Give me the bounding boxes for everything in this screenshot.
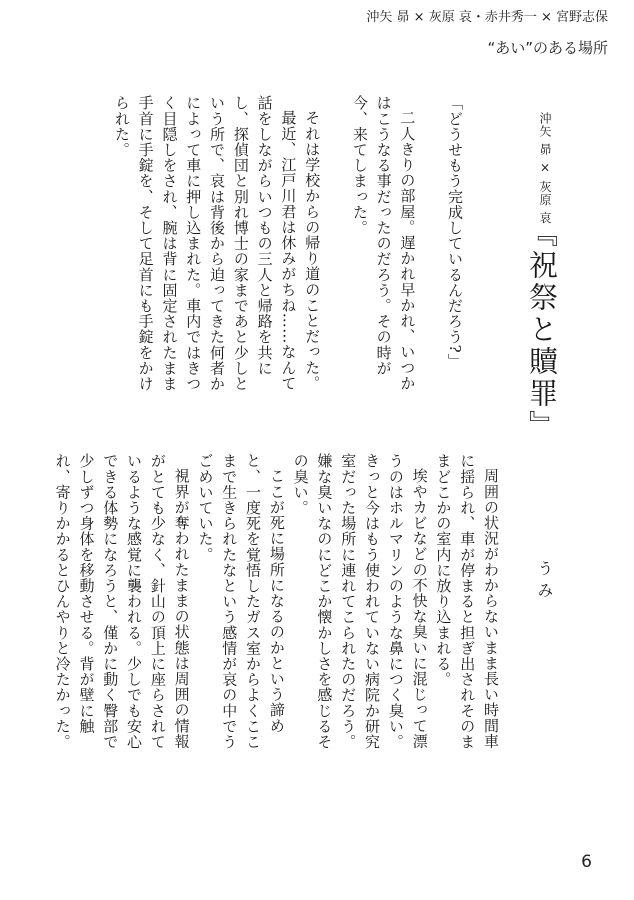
opening-quote: 「どうせもう完成しているんだろう?」 <box>446 95 464 369</box>
blank-line <box>323 95 347 405</box>
story-author: うみ <box>535 560 554 604</box>
blank-line <box>418 95 442 405</box>
paragraph: 周囲の状況がわからないまま長い時間車に揺られ、車が停まると担ぎ出されそのままどこかの室内に放り込まれる。 <box>434 453 500 750</box>
upper-text-block <box>109 95 466 405</box>
header-authors: 沖矢 昴 × 灰原 哀・赤井秀一 × 宮野志保 <box>366 10 608 25</box>
paragraph: 埃やカビなどの不快な臭いに混じって漂うのはホルマリンのような鼻につく臭い。きっと今はもう使われていない病院か研究室だった場所に連れてこられたのだろう。嫌な臭いなのにどこか懐かしさを感じるその臭い。 <box>291 453 429 750</box>
header-book-title: “あい”のある場所 <box>487 39 608 57</box>
page-number: 6 <box>581 852 592 872</box>
paragraph: ここが死に場所になるのかという諦めと、一度死を覚悟したガス室からよくここまで生きられたなという感情が哀の中でうごめいていた。 <box>196 453 286 750</box>
paragraph: それは学校からの帰り道のことだった。 <box>303 110 322 391</box>
story-pairing: 沖矢 昴 × 灰原 哀 <box>538 112 552 225</box>
story-title: 『祝祭と贖罪』 <box>525 218 559 442</box>
paragraph: 二人きりの部屋。遅かれ早かれ、いつかはこうなる事だったのだろう。その時が今、来てしまった。 <box>350 95 417 391</box>
paragraph: 最近、江戸川君は休みがちね……なんて話をしながらいつもの三人と帰路を共にし、探偵団と別れ博士の家まであと少しという所で、哀は背後から迫ってきた何者かによって車に押し込まれた。車内ではきつく目隠しをされ、腕は背に固定されたまま手首に手錠を、そして足首にも手錠をかけられた。 <box>112 95 298 392</box>
lower-text-block <box>50 453 502 763</box>
running-header <box>366 8 608 60</box>
paragraph: 視界が奪われたままの状態は周囲の情報がとても少なく、針山の頂上に座らされているような感覚に襲われる。少しでも安心できる体勢になろうと、僅かに動く臀部で少しずつ身体を移動させる。背が壁に触れ、寄りかかるとひんやりと冷たかった。 <box>53 453 191 750</box>
